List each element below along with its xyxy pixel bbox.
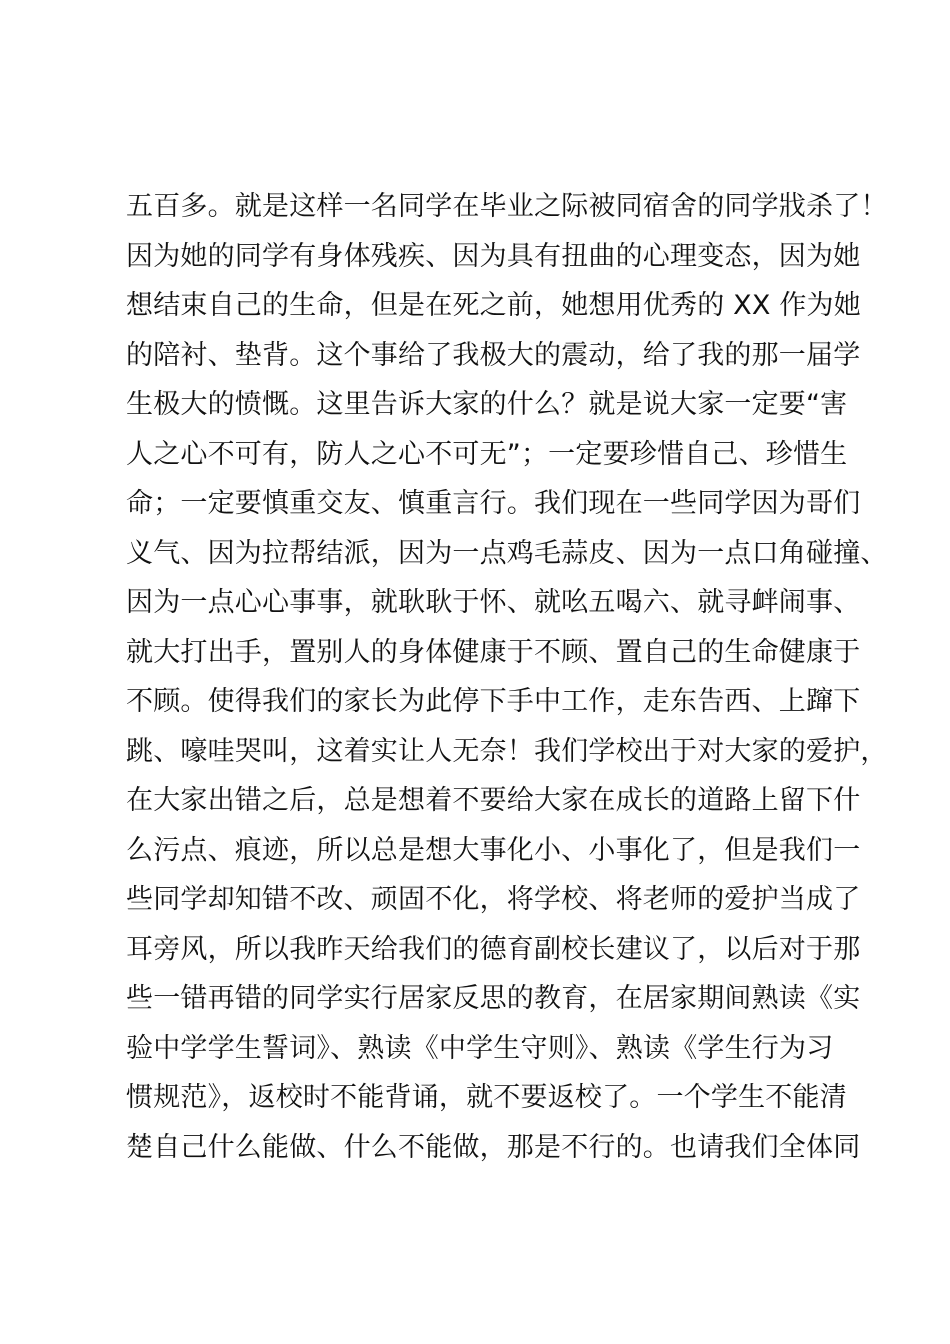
text-line: 生极大的愤慨。这里告诉大家的什么？就是说大家一定要“害 bbox=[126, 389, 848, 420]
text-line: 验中学学生誓词》、熟读《中学生守则》、熟读《学生行为习 bbox=[126, 1032, 834, 1064]
text-line: 跳、嚎哇哭叫，这着实让人无奈！我们学校出于对大家的爱护， bbox=[126, 735, 888, 767]
text-line: 因为她的同学有身体残疾、因为具有扭曲的心理变态，因为她 bbox=[126, 240, 861, 272]
text-line: 人之心不可有，防人之心不可无”；一定要珍惜自己、珍惜生 bbox=[126, 438, 848, 470]
text-line: 五百多。就是这样一名同学在毕业之际被同宿舍的同学戕杀了！ bbox=[126, 191, 888, 222]
text-line: 惯规范》，返校时不能背诵，就不要返校了。一个学生不能清 bbox=[126, 1082, 847, 1113]
text-line: 义气、因为拉帮结派，因为一点鸡毛蒜皮、因为一点口角碰撞、 bbox=[126, 537, 888, 569]
text-line: 命；一定要慎重交友、慎重言行。我们现在一些同学因为哥们 bbox=[126, 488, 861, 519]
text-line: 就大打出手，置别人的身体健康于不顾、置自己的生命健康于 bbox=[126, 636, 861, 668]
text-line: 在大家出错之后，总是想着不要给大家在成长的道路上留下什 bbox=[126, 785, 861, 816]
body-text bbox=[126, 182, 888, 1172]
text-line: 些同学却知错不改、顽固不化，将学校、将老师的爱护当成了 bbox=[126, 884, 861, 915]
text-line: 些一错再错的同学实行居家反思的教育，在居家期间熟读《实 bbox=[126, 983, 861, 1014]
text-line: 因为一点心心事事，就耿耿于怀、就吆五喝六、就寻衅闹事、 bbox=[126, 587, 861, 618]
text-line: 想结束自己的生命，但是在死之前，她想用优秀的 XX 作为她 bbox=[126, 290, 861, 321]
text-line: 么污点、痕迹，所以总是想大事化小、小事化了，但是我们一 bbox=[126, 834, 861, 866]
text-line: 楚自己什么能做、什么不能做，那是不行的。也请我们全体同 bbox=[126, 1131, 861, 1163]
text-line: 耳旁风，所以我昨天给我们的德育副校长建议了，以后对于那 bbox=[126, 933, 861, 965]
text-line: 不顾。使得我们的家长为此停下手中工作，走东告西、上蹿下 bbox=[126, 686, 861, 717]
text-line: 的陪衬、垫背。这个事给了我极大的震动，给了我的那一届学 bbox=[126, 339, 861, 371]
